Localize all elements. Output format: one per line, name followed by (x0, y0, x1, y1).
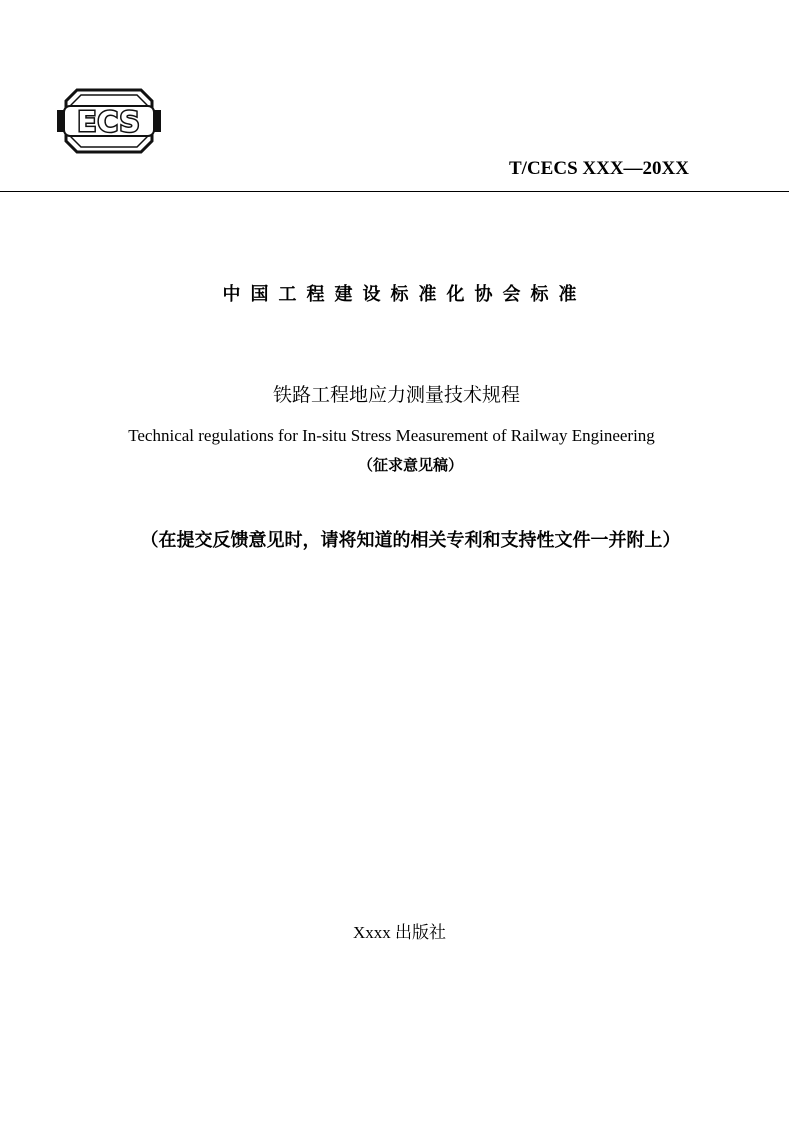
patent-notice: （在提交反馈意见时，请将知道的相关专利和支持性文件一并附上） (140, 530, 681, 551)
ecs-logo-mark (55, 88, 163, 154)
standard-number: T/CECS XXX—20XX (509, 158, 689, 179)
header-divider (0, 191, 789, 192)
association-name: 中国工程建设标准化协会标准 (222, 284, 587, 305)
publisher-name: Xxxx 出版社 (352, 923, 447, 942)
document-title-cn: 铁路工程地应力测量技术规程 (272, 384, 520, 406)
draft-label: （征求意见稿） (357, 456, 463, 474)
svg-text:ECS: ECS (77, 105, 141, 138)
ecs-logo (55, 88, 163, 154)
document-title-en: Technical regulations for In-situ Stress Measurement of Railway Engineering (128, 426, 655, 445)
